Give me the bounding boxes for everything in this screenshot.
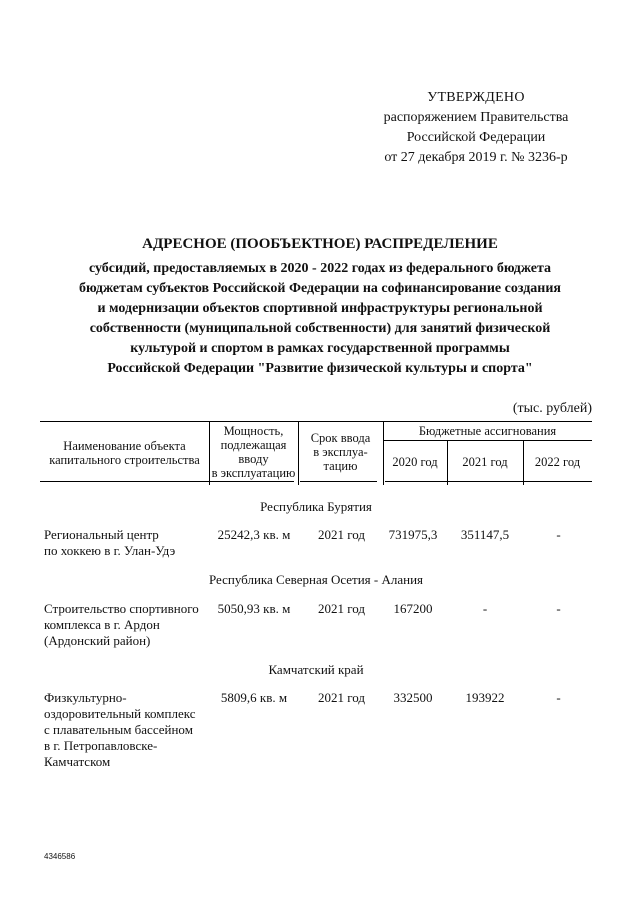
budget-2020-value: 731975,3 [388,527,438,542]
commissioning-year: 2021 год [318,690,365,705]
object-name: Физкультурно- оздоровительный комплекс с плавательным бассейном в г. Петропавловске- Камчатском [44,690,196,769]
budget-2021-value: - [482,601,488,616]
document-code: 4346586 [44,852,76,861]
object-name: Строительство спортивного комплекса в г. Ардон (Ардонский район) [44,601,199,648]
budget-group-border [383,440,592,441]
budget-2020-value: 167200 [393,601,433,616]
table-header-border [300,481,377,482]
capacity-value: 5050,93 кв. м [217,601,291,616]
budget-2021-value: 193922 [465,690,505,705]
commissioning-year: 2021 год [318,527,365,542]
header-year-2022: 2022 год [534,455,581,469]
capacity-value: 25242,3 кв. м [217,527,291,542]
header-name: Наименование объекта капитального строительства [49,439,200,467]
header-year-2020: 2020 год [392,455,438,469]
approval-line-2: Российской Федерации [406,130,546,145]
header-budget-group: Бюджетные ассигнования [418,424,557,438]
budget-2022-value: - [556,527,561,542]
table-header-border [40,481,294,482]
budget-2022-value: - [556,601,561,616]
table-header-border [385,481,592,482]
region-heading: Республика Северная Осетия - Алания [208,572,424,587]
approval-block [360,88,592,168]
subtitle-line: субсидий, предоставляемых в 2020 - 2022 годах из федерального бюджета [88,261,552,276]
approval-line-3: от 27 декабря 2019 г. № 3236-р [384,150,568,165]
approval-line-1: распоряжением Правительства [383,110,569,125]
budget-2020-value: 332500 [393,690,433,705]
budget-2022-value: - [556,690,561,705]
region-heading: Камчатский край [268,662,364,677]
subtitle-line: и модернизации объектов спортивной инфраструктуры региональной [97,301,543,316]
subtitle-line: Российской Федерации "Развитие физической культуры и спорта" [107,361,533,376]
document-subtitle [40,259,600,379]
budget-2021-value: 351147,5 [460,527,510,542]
object-name: Региональный центр по хоккею в г. Улан-Удэ [44,527,176,558]
header-capacity: Мощность, подлежащая вводу в эксплуатацию [211,424,296,480]
document-title: АДРЕСНОЕ (ПООБЪЕКТНОЕ) РАСПРЕДЕЛЕНИЕ [142,236,498,252]
region-heading: Республика Бурятия [260,499,372,514]
subtitle-line: собственности (муниципальной собственности) для занятий физической [89,321,551,336]
units-label: (тыс. рублей) [512,401,592,416]
table-top-border [40,421,592,422]
subtitle-line: культурой и спортом в рамках государственной программы [130,341,510,356]
capacity-value: 5809,6 кв. м [220,690,288,705]
subtitle-line: бюджетам субъектов Российской Федерации на софинансирование создания [78,281,561,296]
commissioning-year: 2021 год [318,601,365,616]
header-commissioning: Срок ввода в эксплуа- тацию [310,431,371,473]
header-year-2021: 2021 год [462,455,508,469]
approval-title: УТВЕРЖДЕНО [427,90,525,105]
